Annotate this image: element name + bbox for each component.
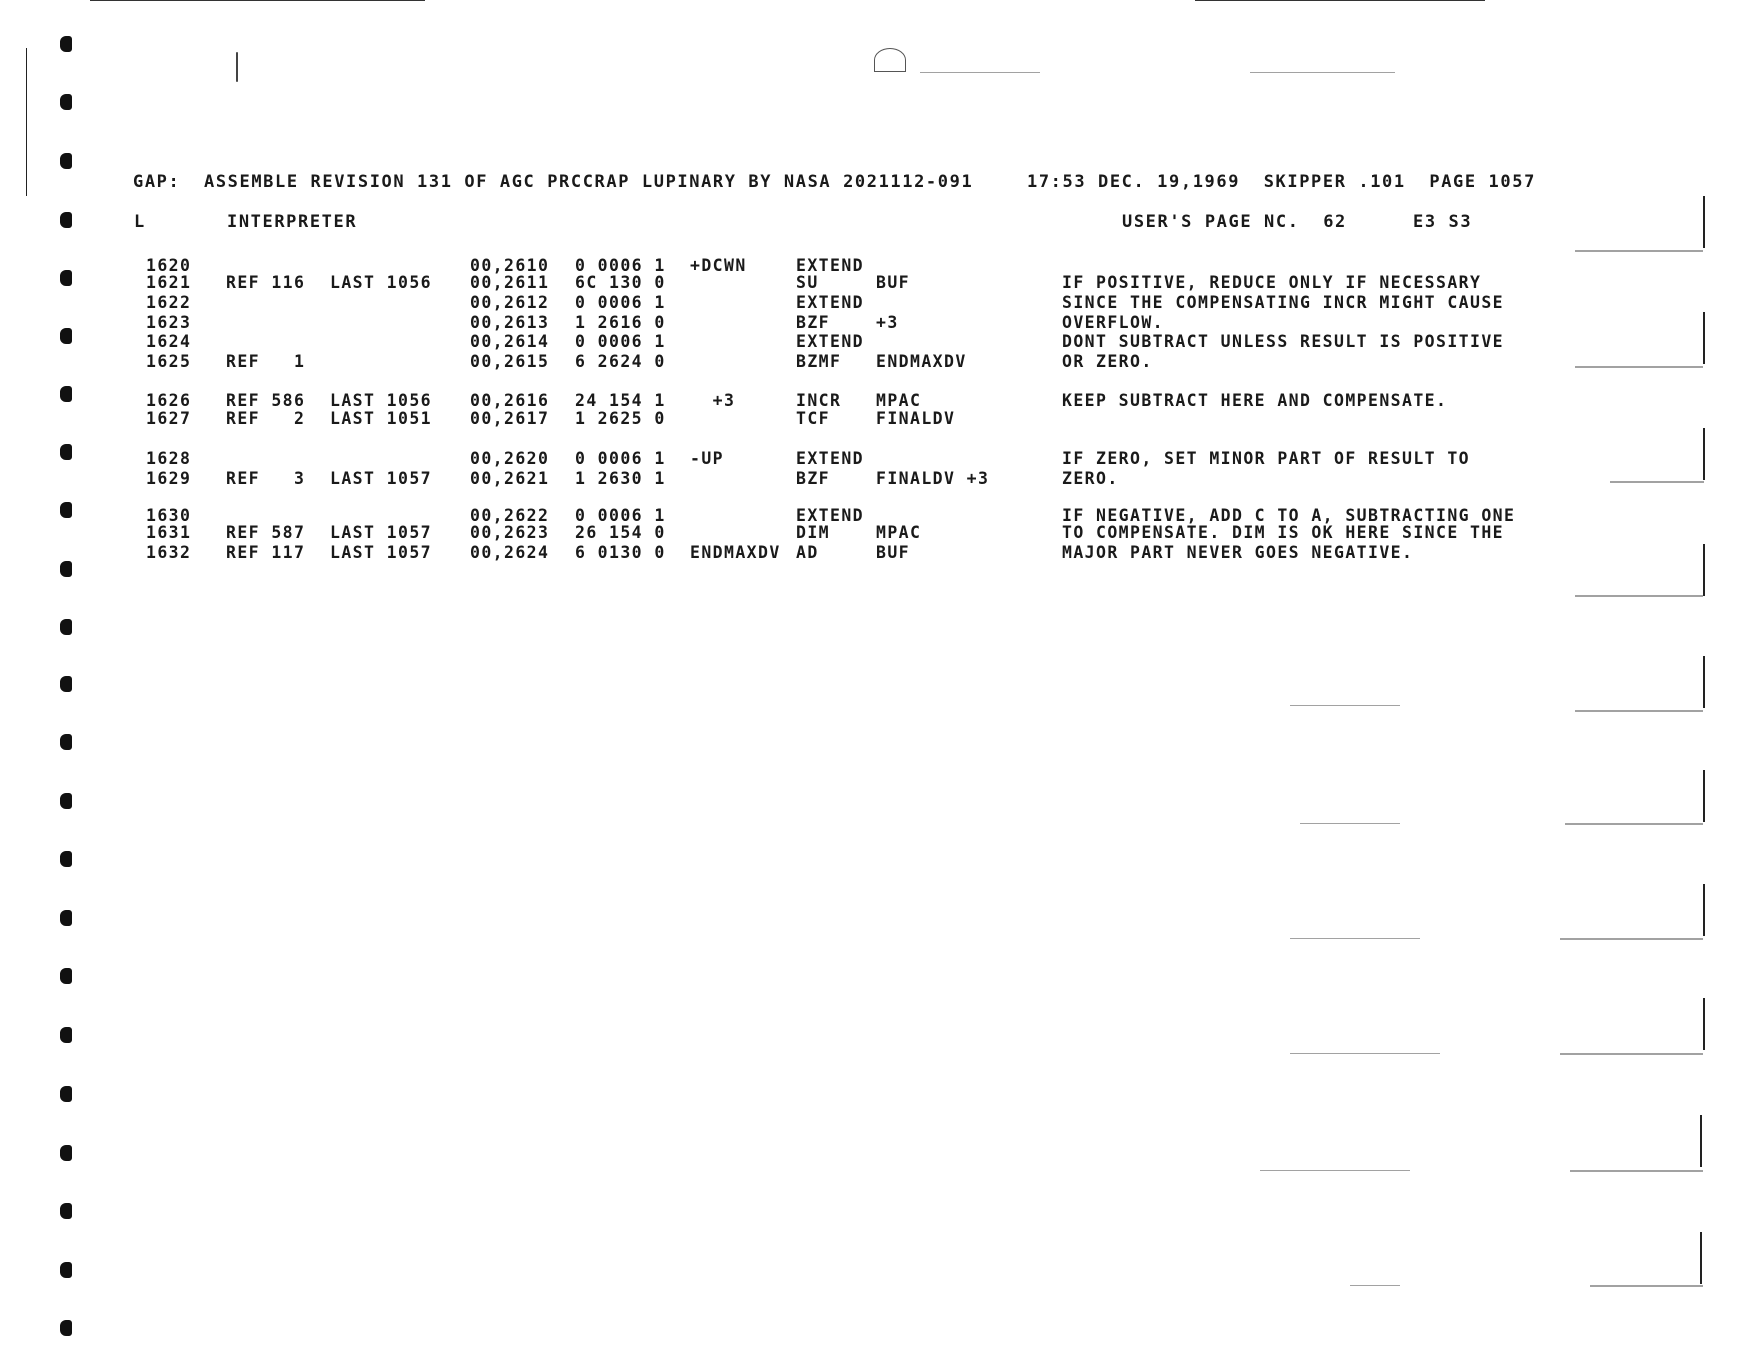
scan-speck-row: [1290, 705, 1400, 706]
header-title: GAP: ASSEMBLE REVISION 131 OF AGC PRCCRAP LUPINARY BY NASA 2021112-091: [133, 172, 974, 192]
line-num: 1632: [146, 543, 192, 562]
line-operand: FINALDV +3: [876, 469, 990, 488]
right-margin-stripe: [1590, 1285, 1703, 1287]
feed-hole: [60, 94, 72, 110]
line-comment: TO COMPENSATE. DIM IS OK HERE SINCE THE: [1062, 523, 1505, 542]
line-num: 1623: [146, 313, 192, 332]
right-margin-stripe: [1560, 938, 1703, 940]
line-word: 0 0006 1: [575, 332, 666, 351]
scan-speck-row: [1300, 823, 1400, 824]
line-num: 1624: [146, 332, 192, 351]
scan-dashes-top-right: [1250, 72, 1395, 73]
line-comment: OVERFLOW.: [1062, 313, 1165, 332]
line-comment: OR ZERO.: [1062, 352, 1153, 371]
line-addr: 00,2622: [470, 506, 550, 525]
line-last: LAST 1056: [330, 273, 433, 292]
feed-hole: [60, 1145, 72, 1161]
feed-hole: [60, 1262, 72, 1278]
users-page-number: USER'S PAGE NC. 62: [1122, 212, 1347, 232]
line-num: 1629: [146, 469, 192, 488]
feed-hole: [60, 1027, 72, 1043]
right-margin-stripe: [1575, 250, 1703, 252]
scan-speck-row: [1290, 938, 1420, 939]
feed-hole: [60, 153, 72, 169]
right-margin-stripe: [1570, 1170, 1703, 1172]
feed-hole: [60, 793, 72, 809]
line-op: BZMF: [796, 352, 842, 371]
sheet-code: E3 S3: [1413, 212, 1473, 232]
line-addr: 00,2614: [470, 332, 550, 351]
header-date-page: 17:53 DEC. 19,1969 SKIPPER .101 PAGE 1057: [1027, 172, 1536, 192]
line-word: 6 0130 0: [575, 543, 666, 562]
line-op: EXTEND: [796, 506, 865, 525]
line-ref: REF 116: [226, 273, 306, 292]
top-rule-left: [90, 0, 425, 1]
line-last: LAST 1057: [330, 469, 433, 488]
line-word: 6 2624 0: [575, 352, 666, 371]
line-num: 1627: [146, 409, 192, 428]
right-margin-stripe: [1575, 595, 1703, 597]
scan-speck-row: [1260, 1170, 1410, 1171]
line-comment: MAJOR PART NEVER GOES NEGATIVE.: [1062, 543, 1414, 562]
right-margin-stripe: [1610, 481, 1704, 483]
line-ref: REF 586: [226, 391, 306, 410]
right-margin-bracket: [1703, 770, 1705, 822]
line-op: AD: [796, 543, 819, 562]
line-addr: 00,2612: [470, 293, 550, 312]
scan-mark-paren: [236, 52, 238, 82]
feed-hole: [60, 1320, 72, 1336]
line-word: 0 0006 1: [575, 506, 666, 525]
line-num: 1620: [146, 256, 192, 275]
line-op: EXTEND: [796, 449, 865, 468]
line-comment: KEEP SUBTRACT HERE AND COMPENSATE.: [1062, 391, 1448, 410]
right-margin-bracket: [1703, 428, 1705, 480]
feed-hole: [60, 502, 72, 518]
feed-hole: [60, 851, 72, 867]
feed-hole: [60, 734, 72, 750]
line-word: 1 2616 0: [575, 313, 666, 332]
right-margin-bracket: [1703, 998, 1705, 1050]
line-addr: 00,2621: [470, 469, 550, 488]
line-word: 24 154 1: [575, 391, 666, 410]
line-op: BZF: [796, 313, 831, 332]
line-label: +DCWN: [690, 256, 747, 275]
right-margin-stripe: [1560, 1053, 1703, 1055]
feed-hole: [60, 676, 72, 692]
line-operand: FINALDV: [876, 409, 956, 428]
line-word: 1 2625 0: [575, 409, 666, 428]
line-operand: ENDMAXDV: [876, 352, 967, 371]
right-margin-bracket: [1703, 544, 1705, 596]
line-last: LAST 1056: [330, 391, 433, 410]
line-comment: SINCE THE COMPENSATING INCR MIGHT CAUSE: [1062, 293, 1505, 312]
line-addr: 00,2623: [470, 523, 550, 542]
line-op: INCR: [796, 391, 842, 410]
line-operand: BUF: [876, 273, 911, 292]
line-word: 0 0006 1: [575, 449, 666, 468]
line-word: 26 154 0: [575, 523, 666, 542]
scan-dashes-top-center: [920, 72, 1040, 73]
line-addr: 00,2624: [470, 543, 550, 562]
line-op: EXTEND: [796, 256, 865, 275]
line-op: TCF: [796, 409, 831, 428]
feed-hole: [60, 36, 72, 52]
line-comment: IF NEGATIVE, ADD C TO A, SUBTRACTING ONE: [1062, 506, 1516, 525]
feed-hole: [60, 444, 72, 460]
line-ref: REF 2: [226, 409, 306, 428]
feed-hole: [60, 270, 72, 286]
line-word: 0 0006 1: [575, 256, 666, 275]
line-num: 1622: [146, 293, 192, 312]
right-margin-bracket: [1703, 196, 1705, 248]
line-label: ENDMAXDV: [690, 543, 781, 562]
line-num: 1630: [146, 506, 192, 525]
line-label: +3: [690, 391, 736, 410]
line-op: EXTEND: [796, 293, 865, 312]
line-comment: ZERO.: [1062, 469, 1119, 488]
scan-speck-row: [1290, 1053, 1440, 1054]
scan-mark-circle: [874, 48, 906, 72]
feed-hole: [60, 619, 72, 635]
line-last: LAST 1057: [330, 523, 433, 542]
line-op: BZF: [796, 469, 831, 488]
line-operand: +3: [876, 313, 899, 332]
line-operand: MPAC: [876, 391, 922, 410]
right-margin-stripe: [1575, 710, 1703, 712]
line-comment: DONT SUBTRACT UNLESS RESULT IS POSITIVE: [1062, 332, 1505, 351]
top-rule-right: [1195, 0, 1485, 1]
line-op: SU: [796, 273, 819, 292]
line-label: -UP: [690, 449, 725, 468]
line-comment: IF POSITIVE, REDUCE ONLY IF NECESSARY: [1062, 273, 1482, 292]
section-title: INTERPRETER: [227, 212, 358, 232]
line-num: 1625: [146, 352, 192, 371]
feed-hole: [60, 910, 72, 926]
line-word: 1 2630 1: [575, 469, 666, 488]
left-binding-line: [26, 48, 27, 196]
feed-hole: [60, 328, 72, 344]
line-operand: BUF: [876, 543, 911, 562]
line-addr: 00,2610: [470, 256, 550, 275]
line-ref: REF 587: [226, 523, 306, 542]
feed-hole: [60, 561, 72, 577]
line-addr: 00,2616: [470, 391, 550, 410]
line-comment: IF ZERO, SET MINOR PART OF RESULT TO: [1062, 449, 1471, 468]
line-addr: 00,2611: [470, 273, 550, 292]
right-margin-stripe: [1575, 366, 1703, 368]
line-last: LAST 1057: [330, 543, 433, 562]
line-operand: MPAC: [876, 523, 922, 542]
feed-hole: [60, 1086, 72, 1102]
feed-hole: [60, 386, 72, 402]
right-margin-bracket: [1703, 884, 1705, 936]
line-op: EXTEND: [796, 332, 865, 351]
line-word: 6C 130 0: [575, 273, 666, 292]
line-last: LAST 1051: [330, 409, 433, 428]
right-margin-bracket: [1700, 1232, 1702, 1284]
line-ref: REF 1: [226, 352, 306, 371]
feed-hole: [60, 212, 72, 228]
line-num: 1628: [146, 449, 192, 468]
line-num: 1631: [146, 523, 192, 542]
feed-hole: [60, 968, 72, 984]
line-addr: 00,2617: [470, 409, 550, 428]
right-margin-bracket: [1703, 312, 1705, 364]
line-op: DIM: [796, 523, 831, 542]
line-ref: REF 3: [226, 469, 306, 488]
section-letter: L: [134, 212, 146, 232]
scan-speck-row: [1350, 1285, 1400, 1286]
line-addr: 00,2613: [470, 313, 550, 332]
line-num: 1621: [146, 273, 192, 292]
line-addr: 00,2620: [470, 449, 550, 468]
line-addr: 00,2615: [470, 352, 550, 371]
line-num: 1626: [146, 391, 192, 410]
feed-hole: [60, 1203, 72, 1219]
right-margin-bracket: [1703, 656, 1705, 708]
line-word: 0 0006 1: [575, 293, 666, 312]
line-ref: REF 117: [226, 543, 306, 562]
right-margin-stripe: [1565, 823, 1703, 825]
right-margin-bracket: [1700, 1115, 1702, 1167]
